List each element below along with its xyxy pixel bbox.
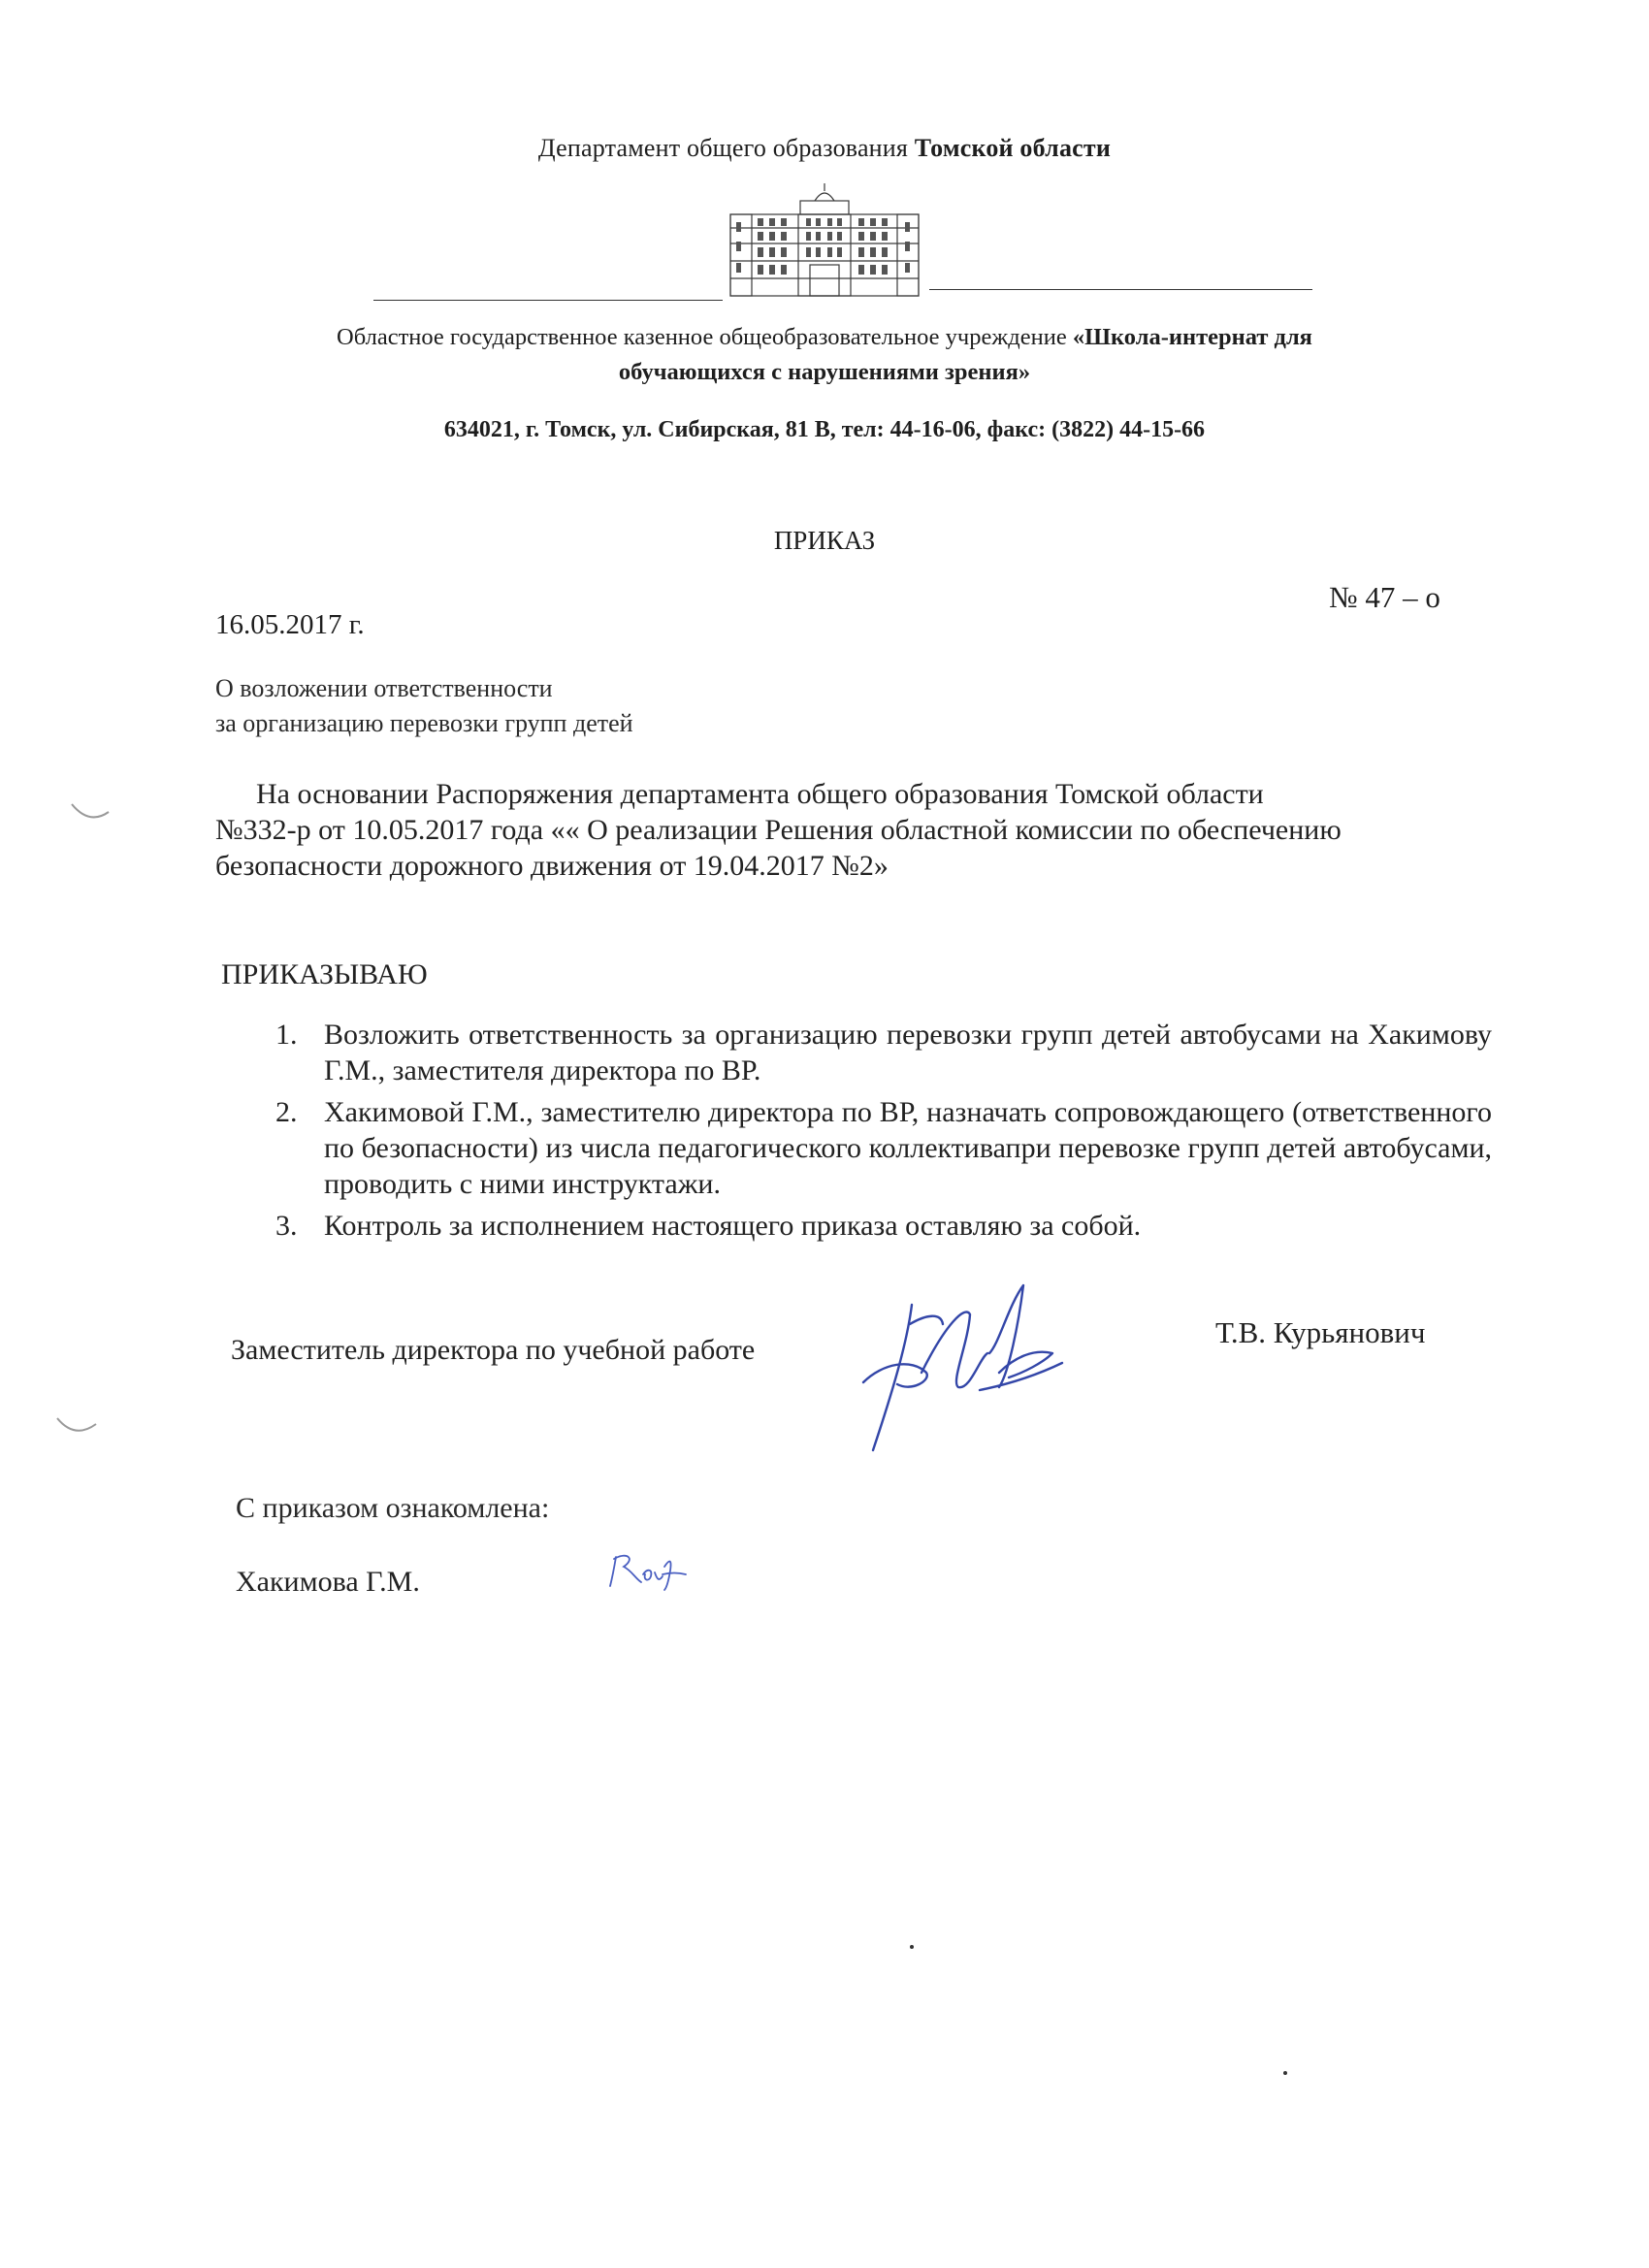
order-number: № 47 – о [1329,580,1440,614]
basis-line-2: №332-р от 10.05.2017 года «« О реализации Решения областной комиссии по обеспечению [215,814,1342,846]
order-item-text: Возложить ответственность за организацию перевозки групп детей автобусами на Хакимову Г.М., заместителя директора по ВР. [324,1019,1492,1086]
order-item [221,1094,1492,1202]
acknowledgement-label: С приказом ознакомлена: [236,1492,550,1524]
organization-line-1-bold: «Школа-интернат для [1072,324,1312,350]
decree-heading: ПРИКАЗЫВАЮ [221,958,428,990]
order-basis [215,776,1476,884]
organization-line-2: обучающихся с нарушениями зрения» [618,359,1031,385]
order-subject-line-2: за организацию перевозки групп детей [215,709,633,737]
organization-name [0,320,1649,390]
department-header [0,134,1649,163]
order-item-text: Хакимовой Г.М., заместителю директора по ВР, назначать сопровождающего (ответственного по безопасности) из числа педагогического коллективапри перевозке групп детей автобусами, проводить с ними инструктажи. [324,1096,1492,1200]
order-subject [215,671,633,741]
organization-address: 634021, г. Томск, ул. Сибирская, 81 В, тел: 44-16-06, факс: (3822) 44-15-66 [443,417,1206,442]
order-item-number: 1. [275,1019,298,1051]
punch-hole-mark [68,800,113,826]
acknowledgement-signature [606,1547,713,1596]
department-name: Департамент общего образования [537,134,915,162]
order-item-number: 2. [275,1096,298,1128]
order-item-text: Контроль за исполнением настоящего приказа оставляю за собой. [324,1210,1142,1242]
scan-speck [1283,2071,1287,2075]
order-items-list [221,1017,1492,1249]
school-building-emblem [723,179,926,301]
order-item [221,1208,1492,1244]
basis-line-1: На основании Распоряжения департамента общего образования Томской области [256,778,1264,810]
order-subject-line-1: О возложении ответственности [215,674,553,702]
letterhead-rule-left [373,300,723,301]
department-region: Томской области [914,134,1112,162]
order-title: ПРИКАЗ [773,526,876,555]
signatory-name: Т.В. Курьянович [1215,1315,1426,1349]
order-date: 16.05.2017 г. [215,609,365,640]
signatory-position: Заместитель директора по учебной работе [231,1334,756,1366]
letterhead-rule-right [929,289,1312,290]
order-item [221,1017,1492,1088]
handwritten-signature [854,1266,1086,1460]
acknowledgement-name: Хакимова Г.М. [236,1566,420,1598]
order-item-number: 3. [275,1210,298,1242]
scan-speck [910,1945,914,1949]
organization-line-1: Областное государственное казенное общеобразовательное учреждение [337,324,1073,350]
basis-line-3: безопасности дорожного движения от 19.04.2017 №2» [215,850,889,882]
punch-hole-mark [53,1414,98,1440]
